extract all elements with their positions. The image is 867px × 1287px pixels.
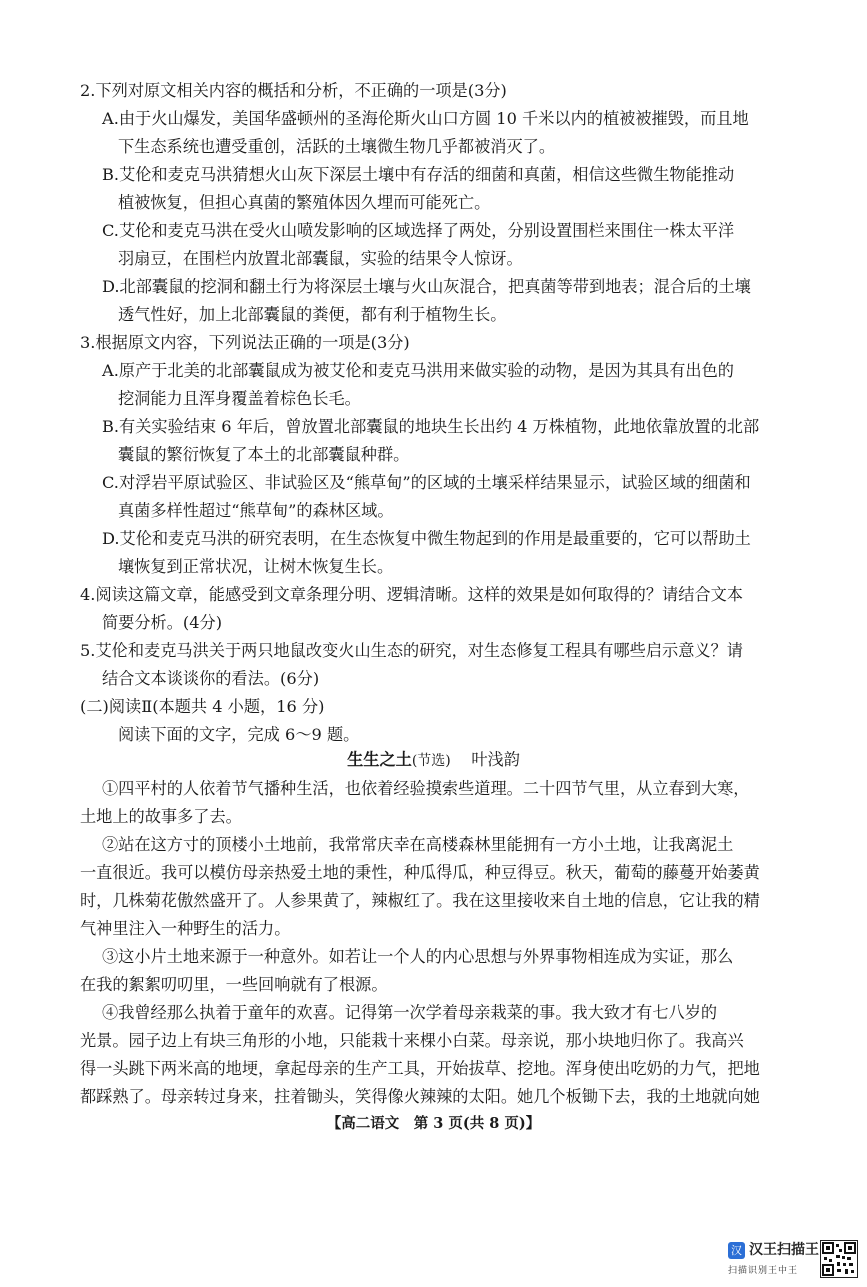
- passage-line: ①四平村的人依着节气播种生活，也依着经验摸索些道理。二十四节气里，从立春到大寒，: [102, 779, 750, 798]
- option-3b: B.有关实验结束 6 年后，曾放置北部囊鼠的地块生长出约 4 万株植物，此地依靠放置的北部: [102, 417, 760, 436]
- option-3c: C.对浮岩平原试验区、非试验区及“熊草甸”的区域的土壤采样结果显示，试验区域的细菌和: [102, 473, 751, 492]
- passage-line: 都踩熟了。母亲转过身来，拄着锄头，笑得像火辣辣的太阳。她几个板锄下去，我的土地就向她: [80, 1087, 760, 1106]
- option-2c-cont: 羽扇豆，在围栏内放置北部囊鼠，实验的结果令人惊讶。: [118, 249, 523, 268]
- option-2a: A.由于火山爆发，美国华盛顿州的圣海伦斯火山口方圆 10 千米以内的植被被摧毁，而且地: [102, 109, 749, 128]
- section-heading: (二)阅读Ⅱ(本题共 4 小题，16 分): [80, 697, 325, 716]
- passage-line: 气神里注入一种野生的活力。: [80, 919, 291, 938]
- page-footer: 【高二语文 第 3 页(共 8 页)】: [326, 1115, 541, 1132]
- passage-title-main: 生生之土: [347, 750, 412, 769]
- option-3c-cont: 真菌多样性超过“熊草甸”的森林区域。: [118, 501, 394, 520]
- scanner-logo-icon: 汉: [728, 1242, 745, 1259]
- option-2d-cont: 透气性好，加上北部囊鼠的粪便，都有利于植物生长。: [118, 305, 507, 324]
- passage-title: [0, 746, 867, 775]
- question-3-stem: 3.根据原文内容，下列说法正确的一项是(3分): [80, 333, 410, 352]
- option-3d-cont: 壤恢复到正常状况，让树木恢复生长。: [118, 557, 394, 576]
- qr-code-icon: [820, 1240, 858, 1278]
- scanner-slogan: 扫描识别王中王: [728, 1266, 799, 1276]
- question-2-stem: 2.下列对原文相关内容的概括和分析，不正确的一项是(3分): [80, 81, 507, 100]
- question-4-cont: 简要分析。(4分): [102, 613, 223, 632]
- option-3a: A.原产于北美的北部囊鼠成为被艾伦和麦克马洪用来做实验的动物，是因为其具有出色的: [102, 361, 734, 380]
- passage-line: ③这小片土地来源于一种意外。如若让一个人的内心思想与外界事物相连成为实证，那么: [102, 947, 734, 966]
- question-5: 5.艾伦和麦克马洪关于两只地鼠改变火山生态的研究，对生态修复工程具有哪些启示意义？请: [80, 641, 743, 660]
- option-3a-cont: 挖洞能力且浑身覆盖着棕色长毛。: [118, 389, 361, 408]
- section-instruction: 阅读下面的文字，完成 6～9 题。: [118, 725, 360, 744]
- scanner-brand-name: 汉王扫描王: [749, 1242, 819, 1258]
- passage-line: 土地上的故事多了去。: [80, 807, 242, 826]
- passage-line: ④我曾经那么执着于童年的欢喜。记得第一次学着母亲栽菜的事。我大致才有七八岁的: [102, 1003, 718, 1022]
- passage-line: 一直很近。我可以模仿母亲热爱土地的秉性，种瓜得瓜，种豆得豆。秋天，葡萄的藤蔓开始萎黄: [80, 863, 760, 882]
- option-2c: C.艾伦和麦克马洪在受火山喷发影响的区域选择了两处，分别设置围栏来围住一株太平洋: [102, 221, 735, 240]
- option-3d: D.艾伦和麦克马洪的研究表明，在生态恢复中微生物起到的作用是最重要的，它可以帮助土: [102, 529, 751, 548]
- option-2b-cont: 植被恢复，但担心真菌的繁殖体因久埋而可能死亡。: [118, 193, 491, 212]
- option-3b-cont: 囊鼠的繁衍恢复了本土的北部囊鼠种群。: [118, 445, 410, 464]
- question-5-cont: 结合文本谈谈你的看法。(6分): [102, 669, 320, 688]
- passage-title-note: (节选): [411, 753, 451, 769]
- passage-line: 光景。园子边上有块三角形的小地，只能栽十来棵小白菜。母亲说，那小块地归你了。我高兴: [80, 1031, 744, 1050]
- passage-line: 得一头跳下两米高的地埂，拿起母亲的生产工具，开始拔草、挖地。浑身使出吃奶的力气，把地: [80, 1059, 760, 1078]
- passage-author: 叶浅韵: [471, 750, 520, 769]
- passage-line: 在我的絮絮叨叨里，一些回响就有了根源。: [80, 975, 388, 994]
- passage-line: 时，几株菊花傲然盛开了。人参果黄了，辣椒红了。我在这里接收来自土地的信息，它让我的精: [80, 891, 760, 910]
- passage-line: ②站在这方寸的顶楼小土地前，我常常庆幸在高楼森林里能拥有一方小土地，让我离泥土: [102, 835, 734, 854]
- option-2d: D.北部囊鼠的挖洞和翻土行为将深层土壤与火山灰混合，把真菌等带到地表；混合后的土壤: [102, 277, 751, 296]
- option-2b: B.艾伦和麦克马洪猜想火山灰下深层土壤中有存活的细菌和真菌，相信这些微生物能推动: [102, 165, 735, 184]
- option-2a-cont: 下生态系统也遭受重创，活跃的土壤微生物几乎都被消灭了。: [118, 137, 556, 156]
- question-4: 4.阅读这篇文章，能感受到文章条理分明、逻辑清晰。这样的效果是如何取得的？请结合文本: [80, 585, 743, 604]
